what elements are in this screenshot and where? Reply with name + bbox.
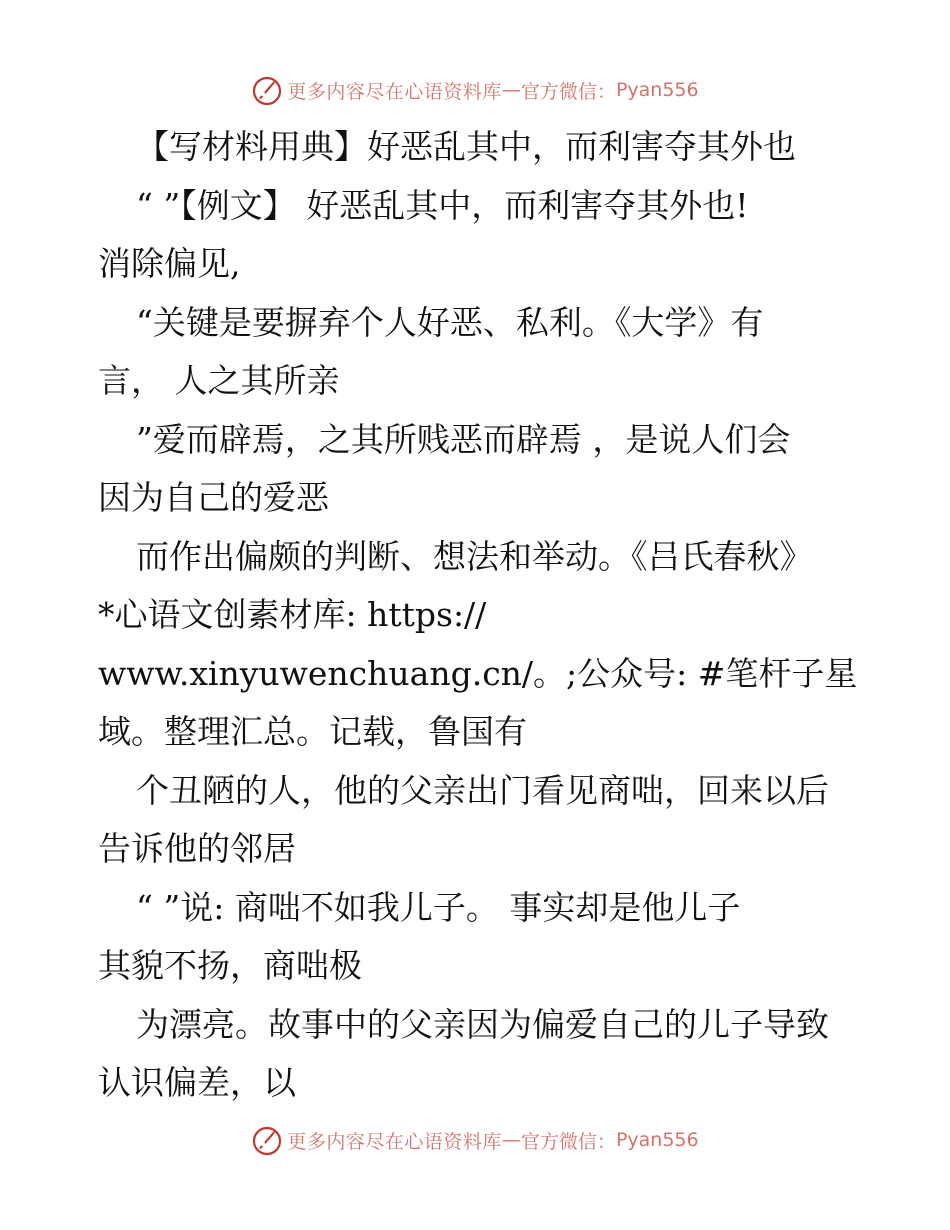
text-line: www.xinyuwenchuang.cn/。;公众号: #笔杆子星 [98,653,858,693]
banner-wechat-id: Pyan556 [615,79,699,101]
banner-dash: — [501,1129,521,1151]
quill-logo-icon [251,74,283,106]
text-line: 为漂亮。故事中的父亲因为偏爱自己的儿子导致 [136,1004,829,1044]
banner-label: 更多内容尽在心语资料库 [287,1130,502,1153]
banner-label: 更多内容尽在心语资料库 [287,80,502,103]
text-line: 【写材料用典】好恶乱其中，而利害夺其外也 [136,127,796,166]
text-line: “ ”【例文】 好恶乱其中，而利害夺其外也! [136,185,749,225]
banner-wechat-label: 官方微信： [520,80,616,103]
text-line: 言， 人之其所亲 [98,361,340,400]
text-line: 个丑陋的人，他的父亲出门看见商咄，回来以后 [136,770,829,810]
text-line: 告诉他的邻居 [98,829,296,868]
text-line: *心语文创素材库: https:// [98,595,487,634]
banner-wechat-id: Pyan556 [615,1129,699,1151]
quill-logo-icon [251,1124,283,1156]
banner-wechat-label: 官方微信： [520,1130,616,1153]
footer-banner [0,1120,950,1160]
text-line: ”爱而辟焉，之其所贱恶而辟焉 ，是说人们会 [136,419,791,459]
text-line: 认识偏差，以 [98,1063,296,1102]
banner-dash: — [501,79,521,101]
document-body [98,118,858,1113]
text-line: 其貌不扬，商咄极 [98,946,362,985]
text-line: 而作出偏颇的判断、想法和举动。《吕氏春秋》 [136,536,813,576]
text-line: “关键是要摒弃个人好恶、私利。《大学》有 [136,302,764,342]
header-banner [0,70,950,110]
text-line: 因为自己的爱恶 [98,478,329,517]
text-line: “ ”说: 商咄不如我儿子。 事实却是他儿子 [136,887,741,927]
text-line: 域。整理汇总。记载，鲁国有 [98,712,527,751]
text-line: 消除偏见, [98,244,241,283]
